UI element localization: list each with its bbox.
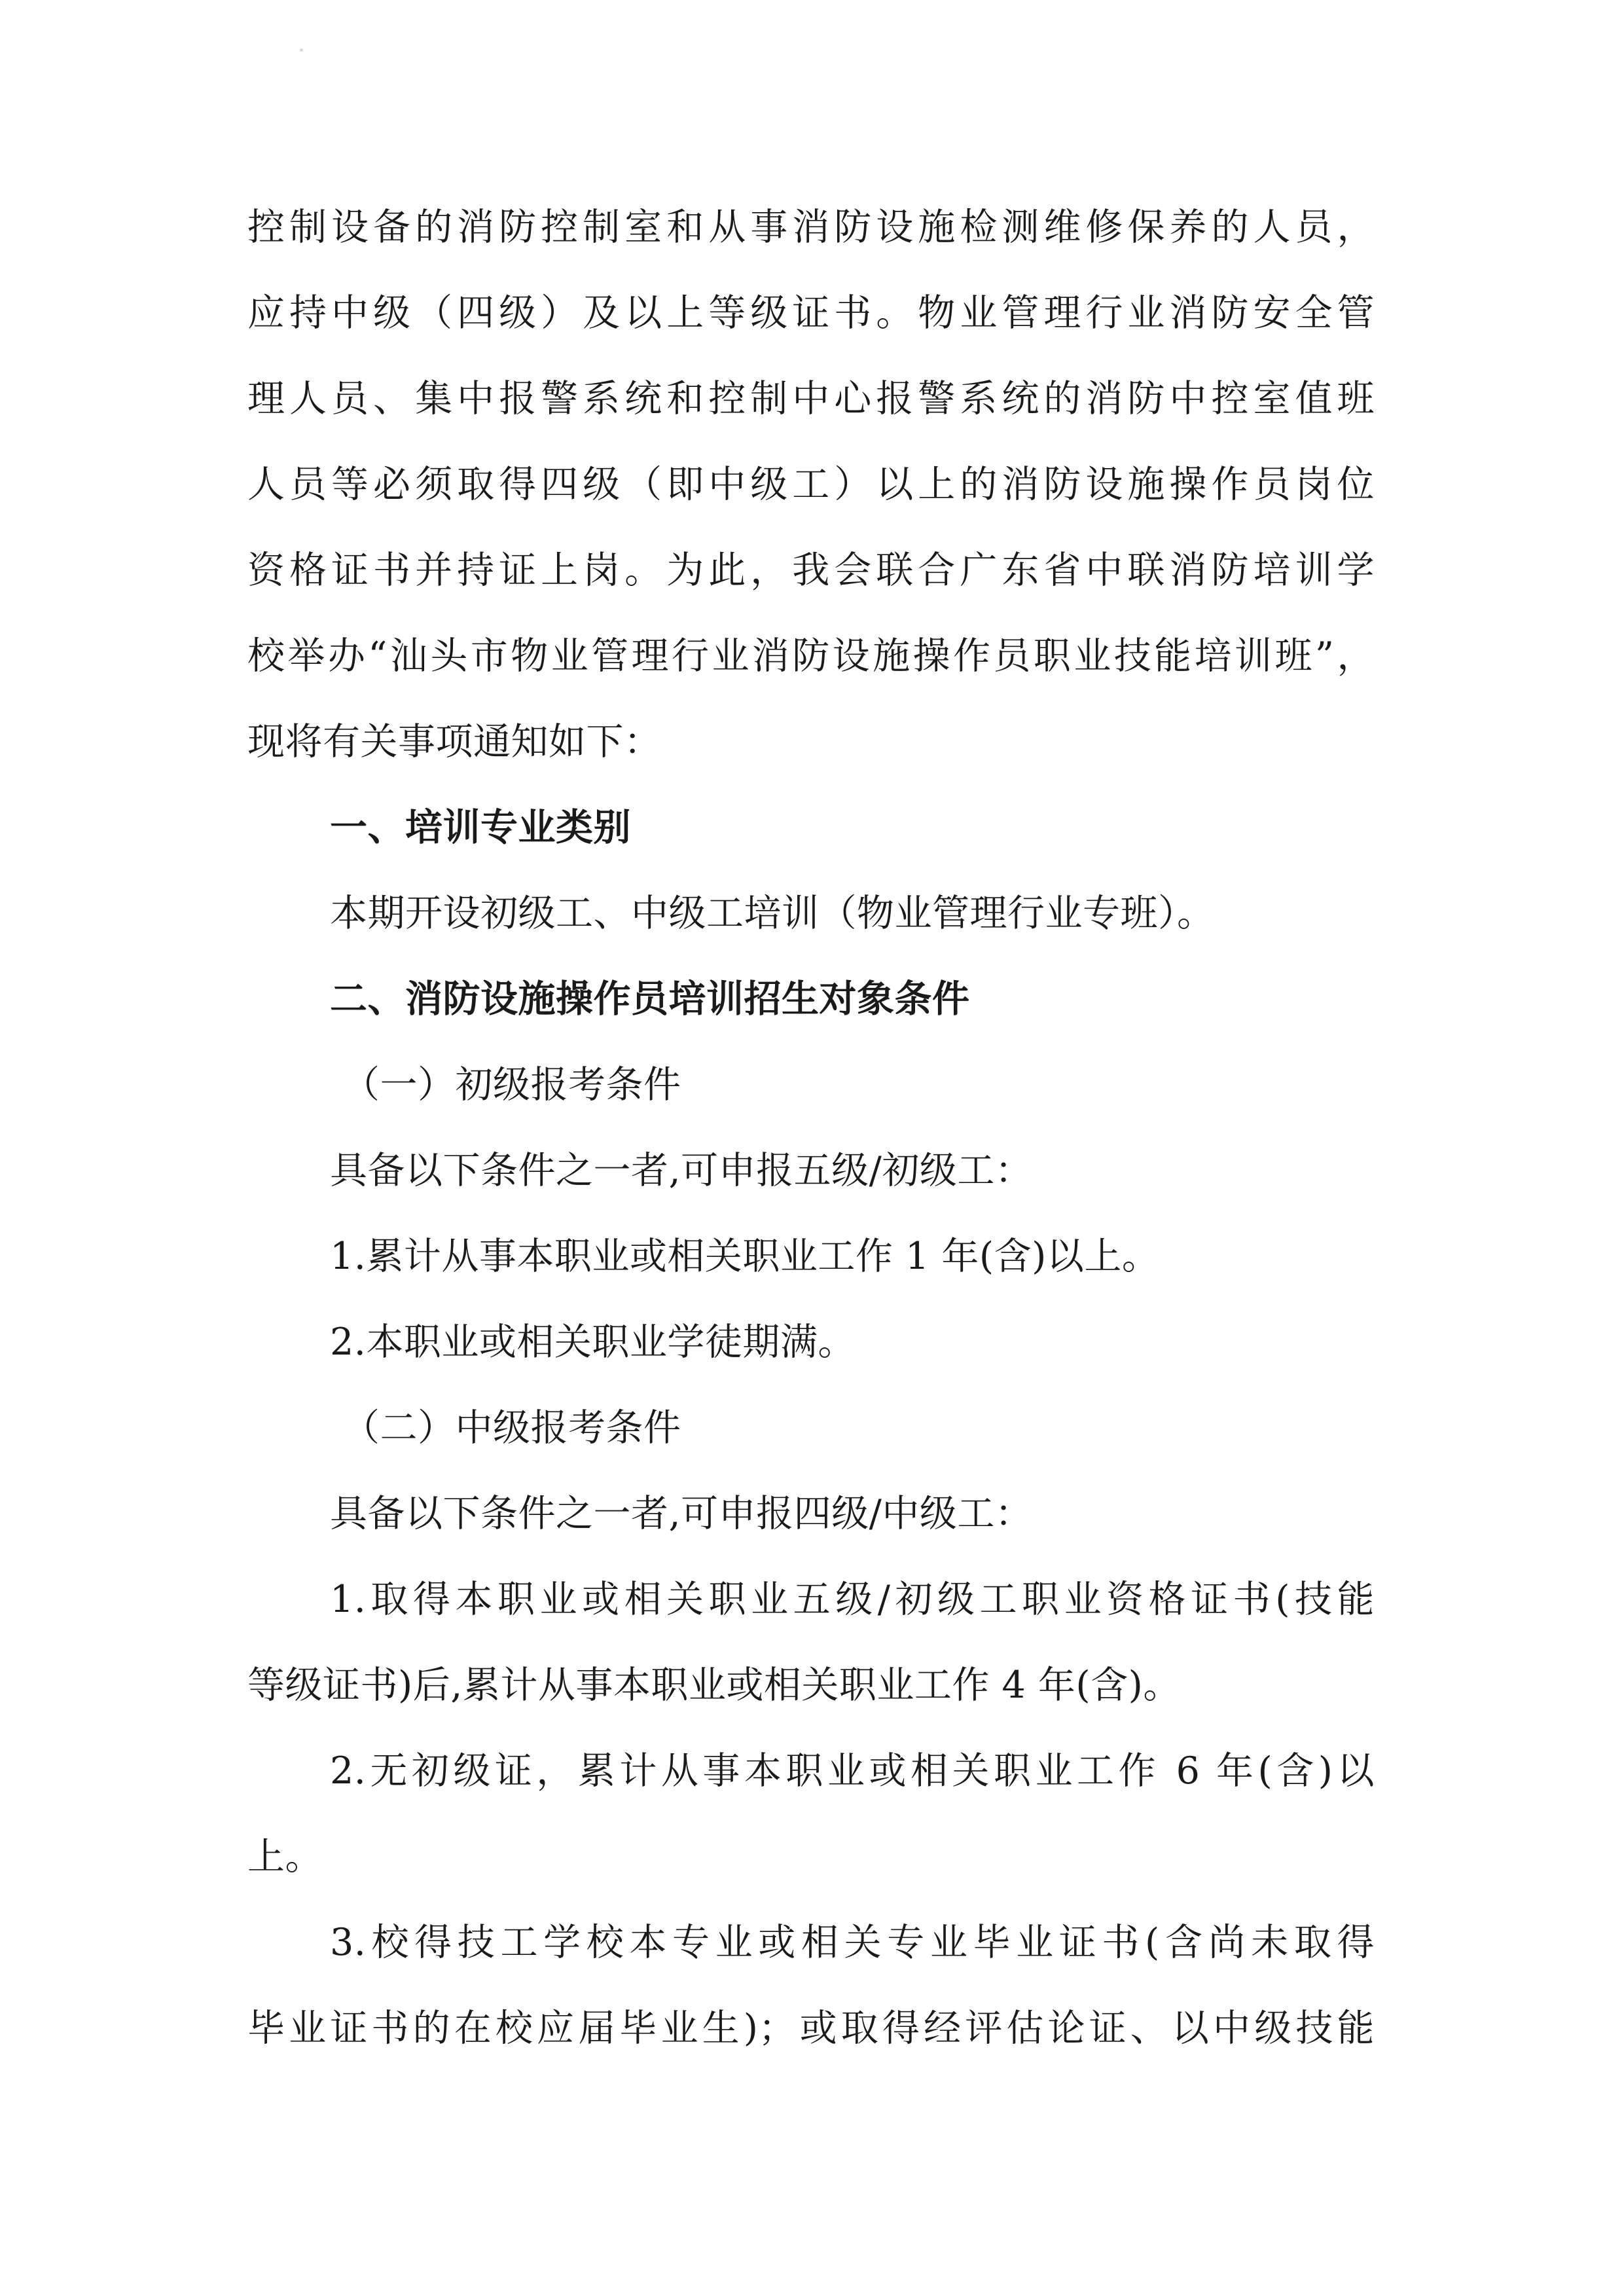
- body-line: 具备以下条件之一者,可申报四级/中级工：: [330, 1492, 1033, 1535]
- body-line: 本期开设初级工、中级工培训（物业管理行业专班）。: [330, 892, 1215, 935]
- list-item-continuation: 毕业证书的在校应届毕业生)；或取得经评估论证、以中级技能: [247, 2007, 1375, 2050]
- subsection-heading: （一）初级报考条件: [342, 1063, 681, 1106]
- subsection-heading: （二）中级报考条件: [342, 1406, 681, 1449]
- list-item-continuation: 等级证书)后,累计从事本职业或相关职业工作 4 年(含)。: [247, 1664, 1181, 1707]
- section-heading: 一、培训专业类别: [330, 806, 631, 849]
- list-item: 1.累计从事本职业或相关职业工作 1 年(含)以上。: [330, 1235, 1160, 1278]
- section-heading: 二、消防设施操作员培训招生对象条件: [330, 977, 970, 1021]
- body-line: 控制设备的消防控制室和从事消防设施检测维修保养的人员，: [247, 206, 1375, 249]
- list-item: 1.取得本职业或相关职业五级/初级工职业资格证书(技能: [330, 1578, 1375, 1621]
- list-item-continuation: 上。: [247, 1835, 323, 1878]
- body-line: 资格证书并持证上岗。为此，我会联合广东省中联消防培训学: [247, 549, 1375, 592]
- body-line: 理人员、集中报警系统和控制中心报警系统的消防中控室值班: [247, 377, 1375, 420]
- body-line: 应持中级（四级）及以上等级证书。物业管理行业消防安全管: [247, 291, 1375, 335]
- body-line: 现将有关事项通知如下：: [247, 720, 662, 763]
- body-line: 校举办“汕头市物业管理行业消防设施操作员职业技能培训班”，: [247, 634, 1375, 678]
- list-item: 2.无初级证，累计从事本职业或相关职业工作 6 年(含)以: [330, 1749, 1375, 1793]
- list-item: 3.校得技工学校本专业或相关专业毕业证书(含尚未取得: [330, 1921, 1375, 1964]
- body-line: 人员等必须取得四级（即中级工）以上的消防设施操作员岗位: [247, 463, 1375, 506]
- list-item: 2.本职业或相关职业学徒期满。: [330, 1321, 856, 1364]
- document-body: [247, 185, 1375, 2071]
- scan-speck: [300, 48, 303, 52]
- body-line: 具备以下条件之一者,可申报五级/初级工：: [330, 1149, 1033, 1192]
